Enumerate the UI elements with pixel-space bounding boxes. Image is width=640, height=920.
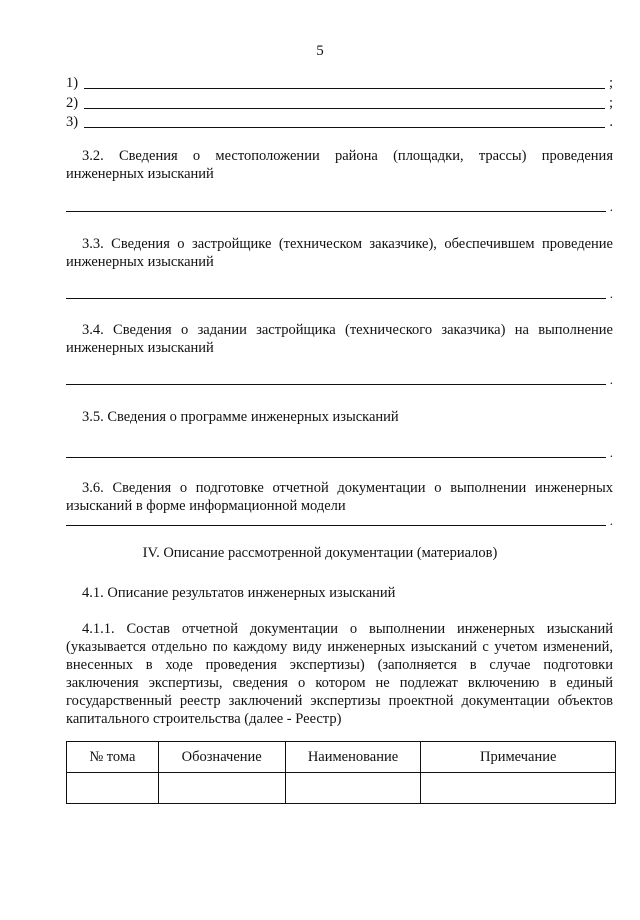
numbered-blank-line-1 xyxy=(66,75,613,91)
section-3-6-fill-line xyxy=(66,513,613,527)
section-3-4-text: 3.4. Сведения о задании застройщика (технического заказчика) на выполнение инженерных изысканий xyxy=(66,322,613,356)
section-3-2-fill-line xyxy=(66,199,613,213)
line-terminator: . xyxy=(609,445,613,460)
table-row xyxy=(67,773,616,804)
section-3-2-text: 3.2. Сведения о местоположении района (площадки, трассы) проведения инженерных изысканий xyxy=(66,148,613,182)
part-4-title: IV. Описание рассмотренной документации (материалов) xyxy=(142,545,498,561)
section-3-4-fill-line xyxy=(66,372,613,386)
section-4-1-1-text: 4.1.1. Состав отчетной документации о выполнении инженерных изысканий (указывается отдельно по каждому виду инженерных изысканий с учетом изменений, внесенных в ходе проведения экспертизы) (заполняется в случае подготовки заключения экспертизы, сведения о котором не подлежат включению в единый государственный реестр заключений экспертизы проектной документации объектов капитального строительства (далее - Реестр) xyxy=(66,621,613,727)
underline xyxy=(66,298,606,299)
line-terminator: . xyxy=(609,372,613,387)
line-terminator: . xyxy=(609,286,613,301)
numbered-blank-line-2 xyxy=(66,95,613,111)
underline xyxy=(66,211,606,212)
documentation-table xyxy=(66,741,616,804)
section-3-5-text: 3.5. Сведения о программе инженерных изысканий xyxy=(82,409,399,425)
section-3-6-text: 3.6. Сведения о подготовке отчетной документации о выполнении инженерных изысканий в форме информационной модели xyxy=(66,480,613,514)
line-number: 2) xyxy=(66,95,79,111)
underline xyxy=(66,525,606,526)
section-3-5-fill-line xyxy=(66,445,613,459)
underline xyxy=(66,384,606,385)
line-terminator: . xyxy=(609,114,613,130)
column-header-name: Наименование xyxy=(285,742,421,773)
line-terminator: ; xyxy=(608,95,613,111)
line-terminator: . xyxy=(609,513,613,528)
column-header-designation: Обозначение xyxy=(158,742,285,773)
line-number: 1) xyxy=(66,75,79,91)
table-header-row xyxy=(67,742,616,773)
underline xyxy=(84,88,605,89)
table-cell xyxy=(285,773,421,804)
section-3-3-text: 3.3. Сведения о застройщике (техническом заказчике), обеспечившем проведение инженерных изысканий xyxy=(66,236,613,270)
table-cell xyxy=(421,773,616,804)
table-cell xyxy=(158,773,285,804)
column-header-volume: № тома xyxy=(67,742,159,773)
column-header-note: Примечание xyxy=(421,742,616,773)
numbered-blank-line-3 xyxy=(66,114,613,130)
underline xyxy=(66,457,606,458)
table-cell xyxy=(67,773,159,804)
page-number: 5 xyxy=(316,43,324,59)
line-number: 3) xyxy=(66,114,79,130)
underline xyxy=(84,127,605,128)
section-3-3-fill-line xyxy=(66,286,613,300)
line-terminator: . xyxy=(609,199,613,214)
section-4-1-heading: 4.1. Описание результатов инженерных изысканий xyxy=(82,585,396,601)
underline xyxy=(84,108,605,109)
line-terminator: ; xyxy=(608,75,613,91)
